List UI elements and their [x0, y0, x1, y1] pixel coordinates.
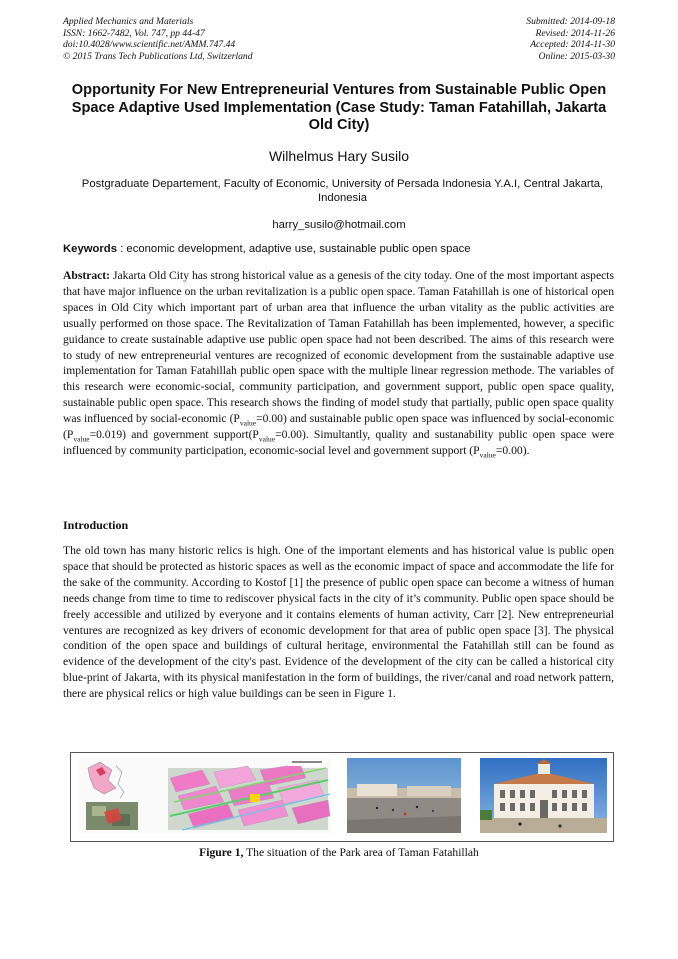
introduction-heading: Introduction — [63, 518, 129, 532]
keywords-text: : economic development, adaptive use, sustainable public open space — [117, 243, 471, 255]
online-date: Online: 2015-03-30 — [538, 50, 615, 62]
abstract-part: =0.019) and government support(P — [89, 428, 259, 442]
p-value-subscript: value — [73, 434, 90, 444]
author-email: harry_susilo@hotmail.com — [272, 219, 406, 231]
doi-line: doi:10.4028/www.scientific.net/AMM.747.44 — [63, 39, 236, 51]
map-image — [78, 758, 331, 833]
keywords — [63, 243, 615, 255]
accepted-date: Accepted: 2014-11-30 — [530, 39, 615, 51]
p-value-subscript: value — [239, 418, 257, 428]
abstract-part: =0.00). — [495, 443, 530, 457]
introduction-text: The old town has many historic relics is high. One of the important elements and has historical value is public open space that should be protected as historic spaces as well as the economic impact of space and accommodate the life for the sake of the community. According to Kostof [1] the presence of public open space can become a witness of human needs change from time to time to rediscover physical facts in the city of it’s community. Public open space should be freely accessible and utilized by everyone and it contains elements of human activity, Carr [2]. New entrepreneurial ventures are recognized as key drivers of economic development for that area of public open space [3]. The physical condition of the open space and buildings of cultural heritage, environmental the Fatahillah still can be found as evidence of the development of the city's past. Evidence of the development of the city can be called a historical city blue-print of Jakarta, with its physical manifestation in the form of buildings, the river/canal and road network pattern, there are physical relics or high value buildings can be seen in Figure 1. — [63, 544, 614, 701]
submitted-date: Submitted: 2014-09-18 — [526, 16, 615, 27]
abstract-part: =0.00) and sustainable public open space was influenced by social-economic (P — [63, 412, 614, 442]
abstract-part: Jakarta Old City has strong historical value as a genesis of the city today. One of the most important aspects that have major influence on the urban revitalization is a public open space. Taman Fatahillah is one of historical open spaces in Old City which important part of urban area that influence the urban vitality as the public activities are usually performed on those space. The Revitalization of Taman Fatahillah has been implemented, however, a specific guidance to create sustainable adaptive use public open space had not been described. The aims of this research were to study of new entrepreneurial ventures are recognized of economic development from the sustainable adaptive use implementation for Taman Fatahillah public open space with the multiple linear regression methode. The variables of this research were economic-social, community participation, and government support, public open space quality, sustainable public open space. This research shows the finding of model study that partially, public open space quality was influenced by social-economic (P — [63, 269, 614, 426]
p-value-subscript: value — [258, 434, 276, 444]
figure-caption-label: Figure 1, — [199, 846, 244, 859]
revised-date: Revised: 2014-11-26 — [535, 27, 615, 39]
journal-header-left — [63, 16, 253, 62]
author-affiliation: Postgraduate Departement, Faculty of Economic, University of Persada Indonesia Y.A.I, Central Jakarta, Indonesia — [81, 178, 604, 204]
abstract-part: =0.00). Simultantly, quality and sustanability public open space were influenced by community participation, economic-social level and government support (P — [63, 428, 614, 457]
figure-caption-text: The situation of the Park area of Taman Fatahillah — [243, 846, 479, 859]
plaza-photo — [347, 758, 461, 833]
journal-header-right — [526, 16, 615, 62]
keywords-label: Keywords — [63, 243, 117, 255]
journal-name: Applied Mechanics and Materials — [63, 16, 194, 27]
museum-photo — [480, 758, 607, 833]
copyright-line: © 2015 Trans Tech Publications Ltd, Switzerland — [63, 50, 253, 62]
abstract-label: Abstract: — [63, 269, 111, 282]
author-name: Wilhelmus Hary Susilo — [268, 148, 410, 164]
figure-caption — [0, 846, 678, 859]
figure-1 — [70, 752, 614, 842]
abstract — [63, 268, 614, 459]
paper-title: Opportunity For New Entrepreneurial Ventures from Sustainable Public Open Space Adaptive Used Implementation (Case Study: Taman Fatahillah, Jakarta Old City) — [71, 82, 607, 134]
issn-line: ISSN: 1662-7482, Vol. 747, pp 44-47 — [63, 27, 205, 39]
p-value-subscript: value — [479, 450, 496, 460]
